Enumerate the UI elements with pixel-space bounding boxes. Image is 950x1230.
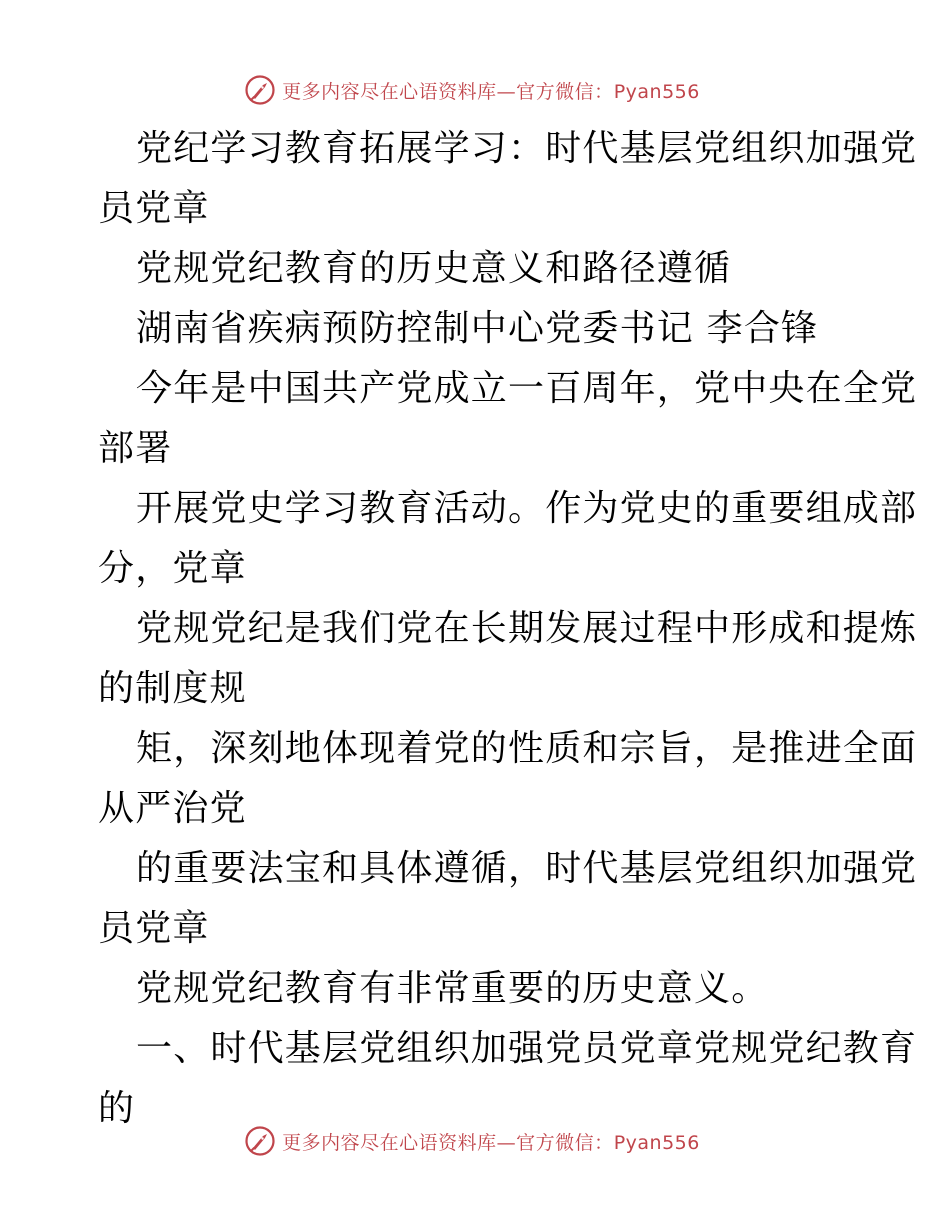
fountain-pen-circle-icon bbox=[244, 74, 276, 106]
paragraph-continuation-line: 部署 bbox=[98, 428, 173, 469]
watermark-wechat-id: Pyan556 bbox=[613, 1131, 700, 1154]
fountain-pen-circle-icon bbox=[244, 1125, 276, 1157]
paragraph-line: 矩，深刻地体现着党的性质和宗旨，是推进全面 bbox=[136, 728, 918, 769]
paragraph-line: 党规党纪教育有非常重要的历史意义。 bbox=[136, 968, 769, 1009]
paragraph-continuation-line: 的 bbox=[98, 1088, 136, 1129]
paragraph-continuation-line: 的制度规 bbox=[98, 668, 247, 709]
document-body bbox=[98, 119, 918, 1139]
paragraph-continuation-line: 员党章 bbox=[98, 908, 210, 949]
watermark-brand: 更多内容尽在心语资料库 bbox=[282, 80, 497, 103]
watermark-separator: — bbox=[496, 80, 517, 103]
paragraph-line: 的重要法宝和具体遵循，时代基层党组织加强党 bbox=[136, 848, 918, 889]
watermark-wechat-id: Pyan556 bbox=[613, 80, 700, 103]
paragraph-line: 今年是中国共产党成立一百周年，党中央在全党 bbox=[136, 368, 918, 409]
watermark-wechat-label: 官方微信： bbox=[516, 80, 614, 103]
watermark-brand: 更多内容尽在心语资料库 bbox=[282, 1131, 497, 1154]
paragraph-line: 一、时代基层党组织加强党员党章党规党纪教育 bbox=[136, 1028, 918, 1069]
paragraph-line: 党纪学习教育拓展学习：时代基层党组织加强党 bbox=[136, 128, 918, 169]
paragraph-continuation-line: 分，党章 bbox=[98, 548, 247, 589]
watermark-separator: — bbox=[496, 1131, 517, 1154]
paragraph-continuation-line: 员党章 bbox=[98, 188, 210, 229]
paragraph-line: 开展党史学习教育活动。作为党史的重要组成部 bbox=[136, 488, 918, 529]
paragraph-line: 党规党纪教育的历史意义和路径遵循 bbox=[136, 248, 732, 289]
watermark-wechat-label: 官方微信： bbox=[516, 1131, 614, 1154]
watermark-text bbox=[282, 1128, 700, 1155]
watermark-text bbox=[282, 77, 700, 104]
footer-watermark bbox=[0, 1121, 950, 1161]
paragraph-line: 党规党纪是我们党在长期发展过程中形成和提炼 bbox=[136, 608, 918, 649]
paragraph-continuation-line: 从严治党 bbox=[98, 788, 247, 829]
header-watermark bbox=[0, 70, 950, 110]
paragraph-line: 湖南省疾病预防控制中心党委书记 李合锋 bbox=[136, 308, 819, 349]
